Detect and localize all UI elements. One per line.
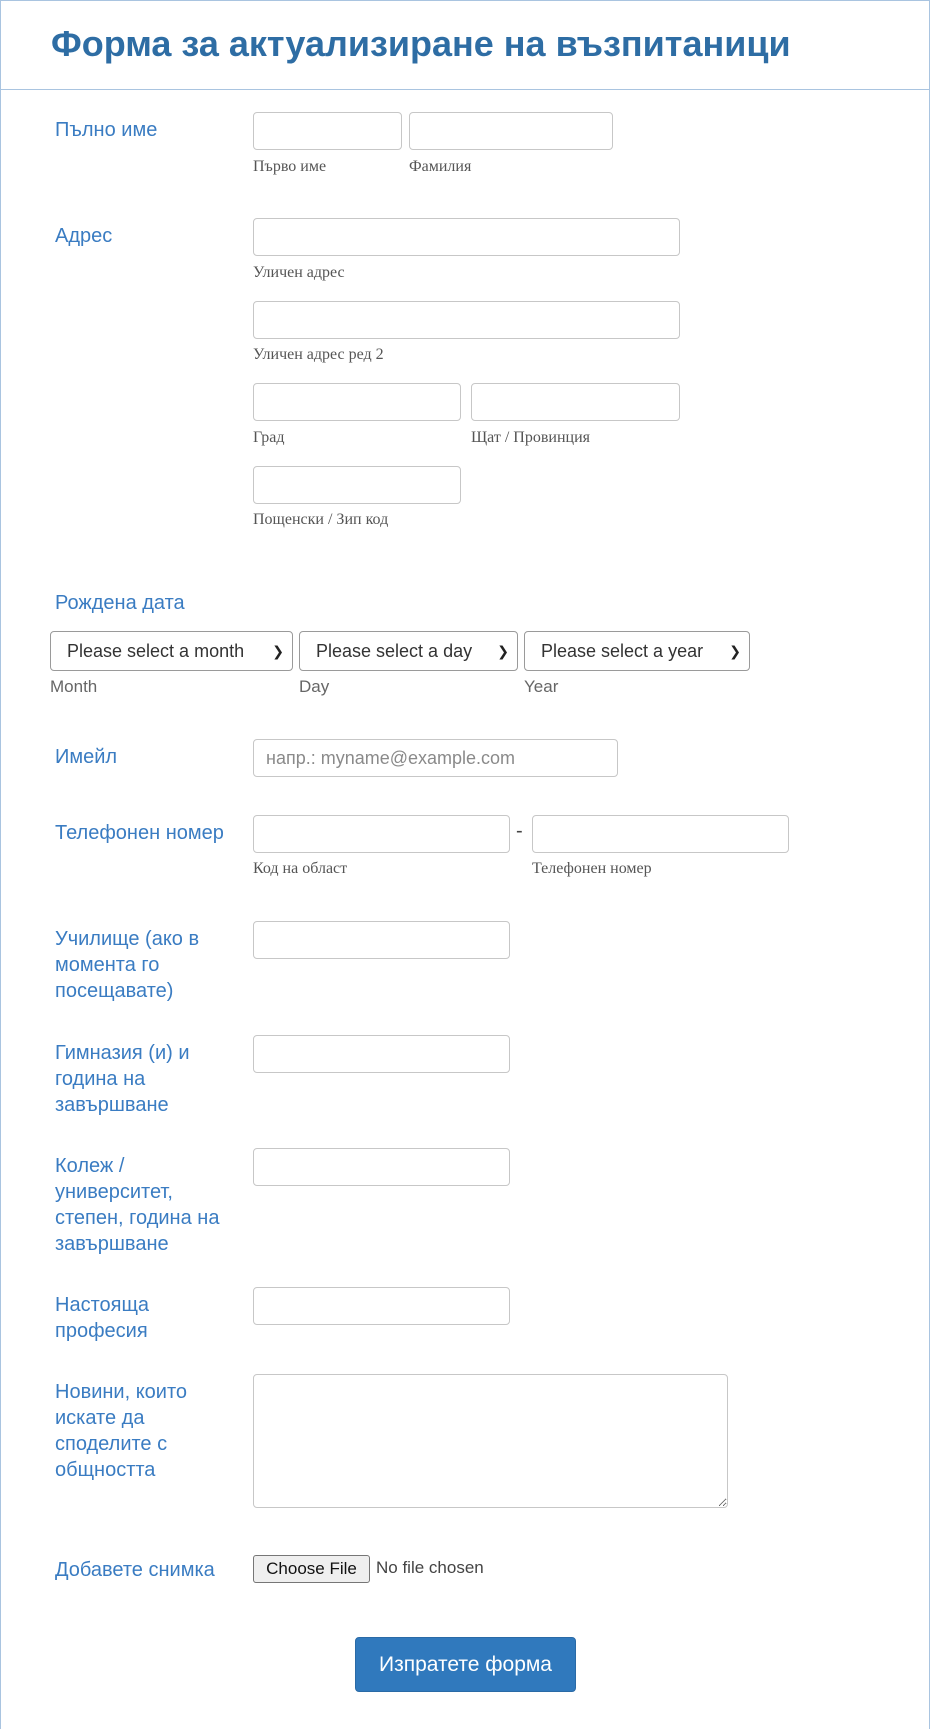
month-select[interactable] (50, 631, 293, 671)
file-status: No file chosen (376, 1558, 484, 1577)
last-name-sublabel: Фамилия (409, 158, 472, 175)
school-input[interactable] (253, 921, 510, 959)
college-label: Колеж / университет, степен, година на завършване (55, 1155, 220, 1255)
school-label: Училище (ако в момента го посещавате) (55, 928, 200, 1002)
profession-input[interactable] (253, 1287, 510, 1325)
day-sublabel: Day (299, 677, 330, 696)
form-header (0, 0, 930, 90)
chevron-down-icon: ❯ (272, 643, 284, 659)
phone-number-sublabel: Телефонен номер (532, 860, 652, 877)
submit-button[interactable]: Изпратете форма (355, 1637, 576, 1692)
day-select[interactable] (299, 631, 518, 671)
form-title: Форма за актуализиране на възпитаници (51, 23, 791, 64)
state-input[interactable] (471, 383, 680, 421)
full-name-label: Пълно име (55, 119, 158, 141)
street-address-sublabel: Уличен адрес (253, 264, 345, 281)
day-select-value: Please select a day (316, 641, 473, 661)
profession-label: Настояща професия (55, 1294, 150, 1342)
street-address-input[interactable] (253, 218, 680, 256)
birth-date-label: Рождена дата (55, 592, 185, 614)
high-school-label: Гимназия (и) и година на завършване (55, 1042, 190, 1116)
year-select-value: Please select a year (541, 641, 704, 661)
email-label: Имейл (55, 746, 118, 768)
state-sublabel: Щат / Провинция (471, 429, 590, 446)
area-code-input[interactable] (253, 815, 510, 853)
choose-file-button[interactable]: Choose File (253, 1555, 370, 1583)
email-input[interactable] (253, 739, 618, 777)
first-name-sublabel: Първо име (253, 158, 327, 175)
last-name-input[interactable] (409, 112, 613, 150)
address-label: Адрес (55, 225, 113, 247)
month-sublabel: Month (50, 677, 98, 696)
college-input[interactable] (253, 1148, 510, 1186)
news-label: Новини, които искате да споделите с общността (55, 1381, 188, 1481)
news-textarea[interactable] (253, 1374, 728, 1508)
phone-number-input[interactable] (532, 815, 789, 853)
area-code-sublabel: Код на област (253, 860, 348, 877)
month-select-value: Please select a month (67, 641, 245, 661)
chevron-down-icon: ❯ (497, 643, 509, 659)
year-sublabel: Year (524, 677, 559, 696)
photo-label: Добавете снимка (55, 1559, 215, 1581)
phone-label: Телефонен номер (55, 822, 224, 844)
chevron-down-icon: ❯ (729, 643, 741, 659)
first-name-input[interactable] (253, 112, 402, 150)
year-select[interactable] (524, 631, 750, 671)
street-address-2-sublabel: Уличен адрес ред 2 (253, 346, 384, 363)
street-address-2-input[interactable] (253, 301, 680, 339)
high-school-input[interactable] (253, 1035, 510, 1073)
zip-sublabel: Пощенски / Зип код (253, 511, 389, 528)
city-input[interactable] (253, 383, 461, 421)
phone-separator: - (516, 820, 523, 842)
zip-input[interactable] (253, 466, 461, 504)
city-sublabel: Град (253, 429, 285, 446)
